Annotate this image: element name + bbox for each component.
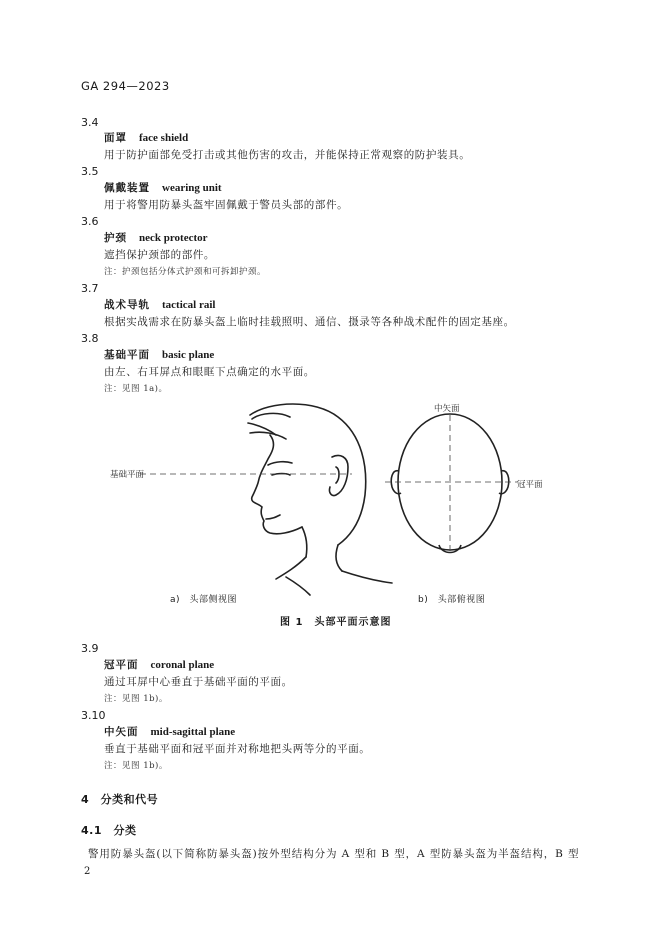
term-number: 3.4 — [81, 116, 99, 129]
term-note: 注：见图 1b)。 — [104, 761, 168, 771]
term-zh: 战术导轨 — [104, 299, 150, 311]
term-zh: 基础平面 — [104, 349, 150, 361]
term-definition: 根据实战需求在防暴头盔上临时挂载照明、通信、摄录等各种战术配件的固定基座。 — [104, 316, 515, 328]
term-note: 注：见图 1a)。 — [104, 384, 168, 394]
term-zh: 中矢面 — [104, 726, 139, 738]
page-number: 2 — [84, 866, 91, 877]
term-en: wearing unit — [162, 182, 222, 194]
term-title — [104, 347, 214, 362]
term-title — [104, 657, 214, 672]
term-definition: 由左、右耳屏点和眼眶下点确定的水平面。 — [104, 366, 315, 378]
figure-caption-b: b) 头部俯视图 — [418, 595, 486, 605]
term-definition: 遮挡保护颈部的部件。 — [104, 249, 215, 261]
head-top-view-illustration — [391, 414, 508, 553]
term-note: 注：见图 1b)。 — [104, 694, 168, 704]
term-definition: 通过耳屏中心垂直于基础平面的平面。 — [104, 676, 293, 688]
term-title — [104, 180, 222, 195]
term-number: 3.5 — [81, 165, 99, 178]
term-zh: 冠平面 — [104, 659, 139, 671]
term-definition: 用于防护面部免受打击或其他伤害的攻击，并能保持正常观察的防护装具。 — [104, 149, 471, 161]
body-paragraph: 警用防暴头盔(以下简称防暴头盔)按外型结构分为 A 型和 B 型，A 型防暴头盔为半盔结构，B 型 — [88, 848, 580, 860]
subsection-heading: 4.1 分类 — [81, 824, 137, 837]
figure-title: 图 1 头部平面示意图 — [280, 617, 392, 628]
term-en: basic plane — [162, 349, 215, 361]
figure-caption-a: a) 头部侧视图 — [170, 595, 238, 605]
term-zh: 护颈 — [104, 232, 127, 244]
term-number: 3.6 — [81, 215, 99, 228]
basic-plane-label: 基础平面 — [110, 470, 145, 480]
term-number: 3.7 — [81, 282, 99, 295]
mid-sagittal-label: 中矢面 — [434, 404, 460, 414]
term-number: 3.8 — [81, 332, 99, 345]
term-title — [104, 230, 208, 245]
term-en: tactical rail — [162, 299, 216, 311]
document-header: GA 294—2023 — [81, 79, 170, 93]
term-en: mid-sagittal plane — [150, 726, 236, 738]
term-en: face shield — [139, 132, 189, 144]
term-title — [104, 130, 188, 145]
term-definition: 垂直于基础平面和冠平面并对称地把头两等分的平面。 — [104, 743, 371, 755]
term-en: neck protector — [139, 232, 208, 244]
term-number: 3.10 — [81, 709, 106, 722]
term-en: coronal plane — [150, 659, 215, 671]
term-zh: 面罩 — [104, 132, 127, 144]
term-note: 注：护颈包括分体式护颈和可拆卸护颈。 — [104, 267, 267, 277]
coronal-label: 冠平面 — [517, 480, 543, 490]
term-title — [104, 297, 215, 312]
term-definition: 用于将警用防暴头盔牢固佩戴于警员头部的部件。 — [104, 199, 349, 211]
section-heading: 4 分类和代号 — [81, 793, 159, 806]
term-number: 3.9 — [81, 642, 99, 655]
head-side-view-illustration — [248, 404, 392, 595]
term-title — [104, 724, 235, 739]
term-zh: 佩戴装置 — [104, 182, 150, 194]
figure-head-planes — [100, 395, 560, 605]
